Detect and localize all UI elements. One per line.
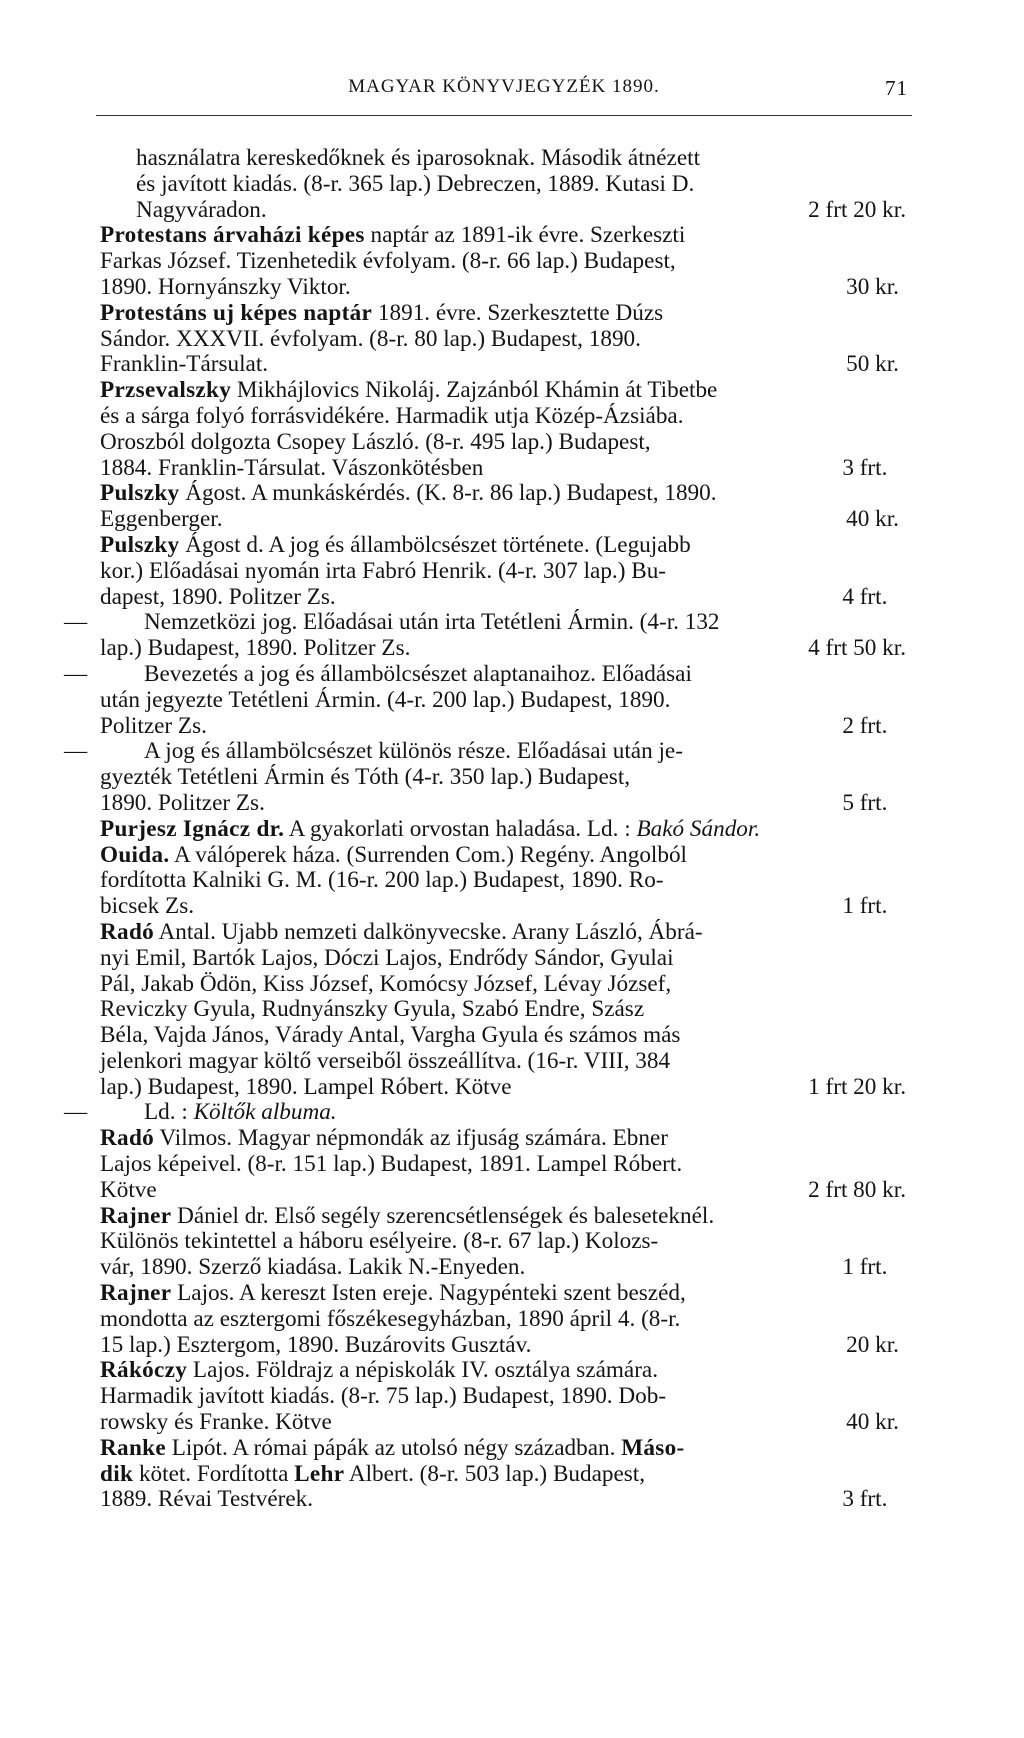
entry-author: Purjesz Ignácz dr. xyxy=(100,815,285,842)
page-number: 71 xyxy=(885,76,908,100)
catalog-entry xyxy=(64,738,906,816)
catalog-entry xyxy=(100,1126,906,1203)
entry-line: Pulszky Ágost. A munkáskérdés. (K. 8-r. 86 lap.) Budapest, 1890. xyxy=(100,480,717,507)
entry-line: kor.) Előadásai nyomán irta Fabró Henrik. (4-r. 307 lap.) Bu- xyxy=(100,557,667,584)
entry-author: Radó xyxy=(100,1125,155,1152)
entry-line: Sándor. XXXVII. évfolyam. (8-r. 80 lap.) Budapest, 1890. xyxy=(100,325,641,352)
entry-line: Politzer Zs. 2 frt. xyxy=(136,714,906,740)
entry-author: Ouida. xyxy=(100,841,170,868)
entry-line: és a sárga folyó forrásvidékére. Harmadik utja Közép-Ázsiába. xyxy=(100,402,684,429)
bold-word: Máso- xyxy=(621,1434,685,1461)
entry-line: nyi Emil, Bartók Lajos, Dóczi Lajos, Endrődy Sándor, Gyulai xyxy=(100,944,674,971)
catalog-entry xyxy=(100,843,906,920)
bold-word: dik xyxy=(100,1460,134,1487)
entry-author: Protestáns uj képes naptár xyxy=(100,299,373,326)
entry-author: Rákóczy xyxy=(100,1357,188,1384)
catalog-entry xyxy=(100,301,906,378)
entry-author: Protestans árvaházi képes xyxy=(100,222,365,249)
entry-line: után jegyezte Tetétleni Ármin. (4-r. 200 lap.) Budapest, 1890. xyxy=(100,686,671,713)
entry-line: vár, 1890. Szerző kiadása. Lakik N.-Enyeden. 1 frt. xyxy=(136,1255,906,1281)
entry-line: Pulszky Ágost d. A jog és állambölcsészet története. (Legujabb xyxy=(100,531,691,558)
entry-line: Különös tekintettel a háboru esélyeire. (8-r. 67 lap.) Kolozs- xyxy=(100,1228,659,1255)
entry-author: Rajner xyxy=(100,1202,172,1229)
entry-line: dik kötet. Fordította Lehr Albert. (8-r. 503 lap.) Budapest, xyxy=(100,1460,646,1487)
entry-line: Radó Antal. Ujabb nemzeti dalkönyvecske. Arany László, Ábrá- xyxy=(100,918,703,945)
entry-line: 1890. Hornyánszky Viktor. 30 kr. xyxy=(136,275,906,301)
catalog-entry xyxy=(100,223,906,300)
entry-author: Pulszky xyxy=(100,531,180,558)
catalog-entry xyxy=(64,660,906,739)
entry-line: 15 lap.) Esztergom, 1890. Buzárovits Gusztáv. 20 kr. xyxy=(136,1333,906,1359)
entry-author: Radó xyxy=(100,918,155,945)
catalog-entry xyxy=(100,1281,906,1358)
entry-line: Rajner Lajos. A kereszt Isten ereje. Nagypénteki szent beszéd, xyxy=(100,1280,686,1307)
entry-price: 3 frt. xyxy=(842,1486,888,1513)
entry-line: Harmadik javított kiadás. (8-r. 75 lap.) Budapest, 1890. Dob- xyxy=(100,1383,667,1410)
entry-line: Reviczky Gyula, Rudnyánszky Gyula, Szabó Endre, Szász xyxy=(100,996,645,1023)
entry-line: Ranke Lipót. A római pápák az utolsó négy században. Máso- xyxy=(100,1434,685,1461)
bold-word: Lehr xyxy=(294,1460,345,1487)
entry-price: 40 kr. xyxy=(846,506,899,533)
entry-price: 50 kr. xyxy=(846,351,899,378)
entry-line: Eggenberger. 40 kr. xyxy=(136,507,906,533)
entry-price: 2 frt 20 kr. xyxy=(808,196,906,223)
entry-line: lap.) Budapest, 1890. Politzer Zs. 4 frt 50 kr. xyxy=(100,635,906,662)
entry-line: 1890. Politzer Zs. 5 frt. xyxy=(136,791,906,817)
entry-line: Farkas József. Tizenhetedik évfolyam. (8-r. 66 lap.) Budapest, xyxy=(100,248,676,275)
entry-line: Purjesz Ignácz dr. A gyakorlati orvostan haladása. Ld. : Bakó Sándor. xyxy=(100,815,761,842)
entry-price: 1 frt. xyxy=(842,1254,888,1281)
ditto-dash: — xyxy=(64,660,88,687)
entry-price: 2 frt 80 kr. xyxy=(808,1176,906,1203)
entry-line: Protestáns uj képes naptár 1891. évre. Szerkesztette Dúzs xyxy=(100,299,664,326)
catalog-entry xyxy=(100,378,906,481)
entry-line: 1889. Révai Testvérek. 3 frt. xyxy=(136,1487,906,1513)
entry-price: 2 frt. xyxy=(842,712,888,739)
entry-author: Pulszky xyxy=(100,480,180,507)
cross-reference: Költők albuma. xyxy=(193,1099,337,1126)
ditto-dash: — xyxy=(64,738,88,765)
entry-line: rowsky és Franke. Kötve 40 kr. xyxy=(136,1410,906,1436)
entry-line: Nagyváradon. 2 frt 20 kr. xyxy=(136,196,906,223)
running-title: MAGYAR KÖNYVJEGYZÉK 1890. xyxy=(348,76,660,97)
catalog-entry xyxy=(100,1436,906,1513)
ditto-dash: — xyxy=(64,1099,88,1126)
entry-price: 4 frt. xyxy=(842,583,888,610)
entry-price: 1 frt. xyxy=(842,893,888,920)
header-rule xyxy=(96,115,912,116)
entry-line: lap.) Budapest, 1890. Lampel Róbert. Kötve 1 frt 20 kr. xyxy=(100,1073,906,1100)
entry-price: 20 kr. xyxy=(846,1331,899,1358)
page-header xyxy=(100,76,908,106)
entry-author: Rajner xyxy=(100,1280,172,1307)
entry-price: 40 kr. xyxy=(846,1409,899,1436)
entry-line: — Nemzetközi jog. Előadásai után irta Tetétleni Ármin. (4-r. 132 xyxy=(64,609,720,636)
catalog-entry xyxy=(100,1358,906,1435)
entry-line: Radó Vilmos. Magyar népmondák az ifjuság számára. Ebner xyxy=(100,1125,668,1152)
entry-line: Pál, Jakab Ödön, Kiss József, Komócsy József, Lévay József, xyxy=(100,970,672,997)
entry-line: Oroszból dolgozta Csopey László. (8-r. 495 lap.) Budapest, xyxy=(100,428,651,455)
entry-line: Protestans árvaházi képes naptár az 1891-ik évre. Szerkeszti xyxy=(100,222,686,249)
entry-price: 1 frt 20 kr. xyxy=(808,1073,906,1100)
catalog-entry xyxy=(100,920,906,1101)
entry-line: dapest, 1890. Politzer Zs. 4 frt. xyxy=(136,585,906,611)
entry-line: használatra kereskedőknek és iparosoknak. Második átnézett xyxy=(136,145,701,171)
entry-line: — Ld. : Költők albuma. xyxy=(64,1099,337,1126)
entry-line: — Bevezetés a jog és állambölcsészet alaptanaihoz. Előadásai xyxy=(64,660,692,687)
entry-line: Rákóczy Lajos. Földrajz a népiskolák IV. osztálya számára. xyxy=(100,1357,659,1384)
entry-line: — A jog és állambölcsészet különös része. Előadásai után je- xyxy=(64,738,683,765)
cross-reference: Bakó Sándor. xyxy=(636,815,761,842)
catalog-entry xyxy=(100,146,906,223)
catalog-entry xyxy=(100,1204,906,1281)
entry-line: Rajner Dániel dr. Első segély szerencsétlenségek és baleseteknél. xyxy=(100,1202,715,1229)
entry-price: 30 kr. xyxy=(846,273,899,300)
entry-price: 4 frt 50 kr. xyxy=(808,635,906,662)
ditto-dash: — xyxy=(64,609,88,636)
entry-line: Lajos képeivel. (8-r. 151 lap.) Budapest, 1891. Lampel Róbert. xyxy=(100,1151,683,1178)
entry-line: gyezték Tetétleni Ármin és Tóth (4-r. 350 lap.) Budapest, xyxy=(100,764,631,791)
entry-line: és javított kiadás. (8-r. 365 lap.) Debreczen, 1889. Kutasi D. xyxy=(136,170,695,197)
entry-author: Ranke xyxy=(100,1434,166,1461)
entry-line: 1884. Franklin-Társulat. Vászonkötésben 3 frt. xyxy=(136,456,906,482)
entry-line: Franklin-Társulat. 50 kr. xyxy=(136,352,906,378)
catalog-entry xyxy=(64,609,906,662)
entry-price: 5 frt. xyxy=(842,789,888,816)
entry-line: mondotta az esztergomi főszékesegyházban, 1890 ápril 4. (8-r. xyxy=(100,1305,681,1332)
entry-line: bicsek Zs. 1 frt. xyxy=(136,894,906,920)
catalog-body xyxy=(64,145,906,1513)
entry-line: Kötve 2 frt 80 kr. xyxy=(100,1176,906,1203)
catalog-entry xyxy=(64,1099,906,1126)
catalog-entry xyxy=(100,817,906,843)
entry-line: jelenkori magyar költő verseiből összeállítva. (16-r. VIII, 384 xyxy=(100,1047,671,1074)
entry-line: Przsevalszky Mikhájlovics Nikoláj. Zajzánból Khámin át Tibetbe xyxy=(100,377,718,404)
entry-line: Béla, Vajda János, Várady Antal, Vargha Gyula és számos más xyxy=(100,1022,681,1049)
catalog-entry xyxy=(100,481,906,533)
entry-author: Przsevalszky xyxy=(100,377,232,404)
catalog-entry xyxy=(100,533,906,610)
entry-price: 3 frt. xyxy=(842,454,888,481)
entry-line: fordította Kalniki G. M. (16-r. 200 lap.) Budapest, 1890. Ro- xyxy=(100,867,664,894)
entry-line: Ouida. A válóperek háza. (Surrenden Com.) Regény. Angolból xyxy=(100,841,687,868)
